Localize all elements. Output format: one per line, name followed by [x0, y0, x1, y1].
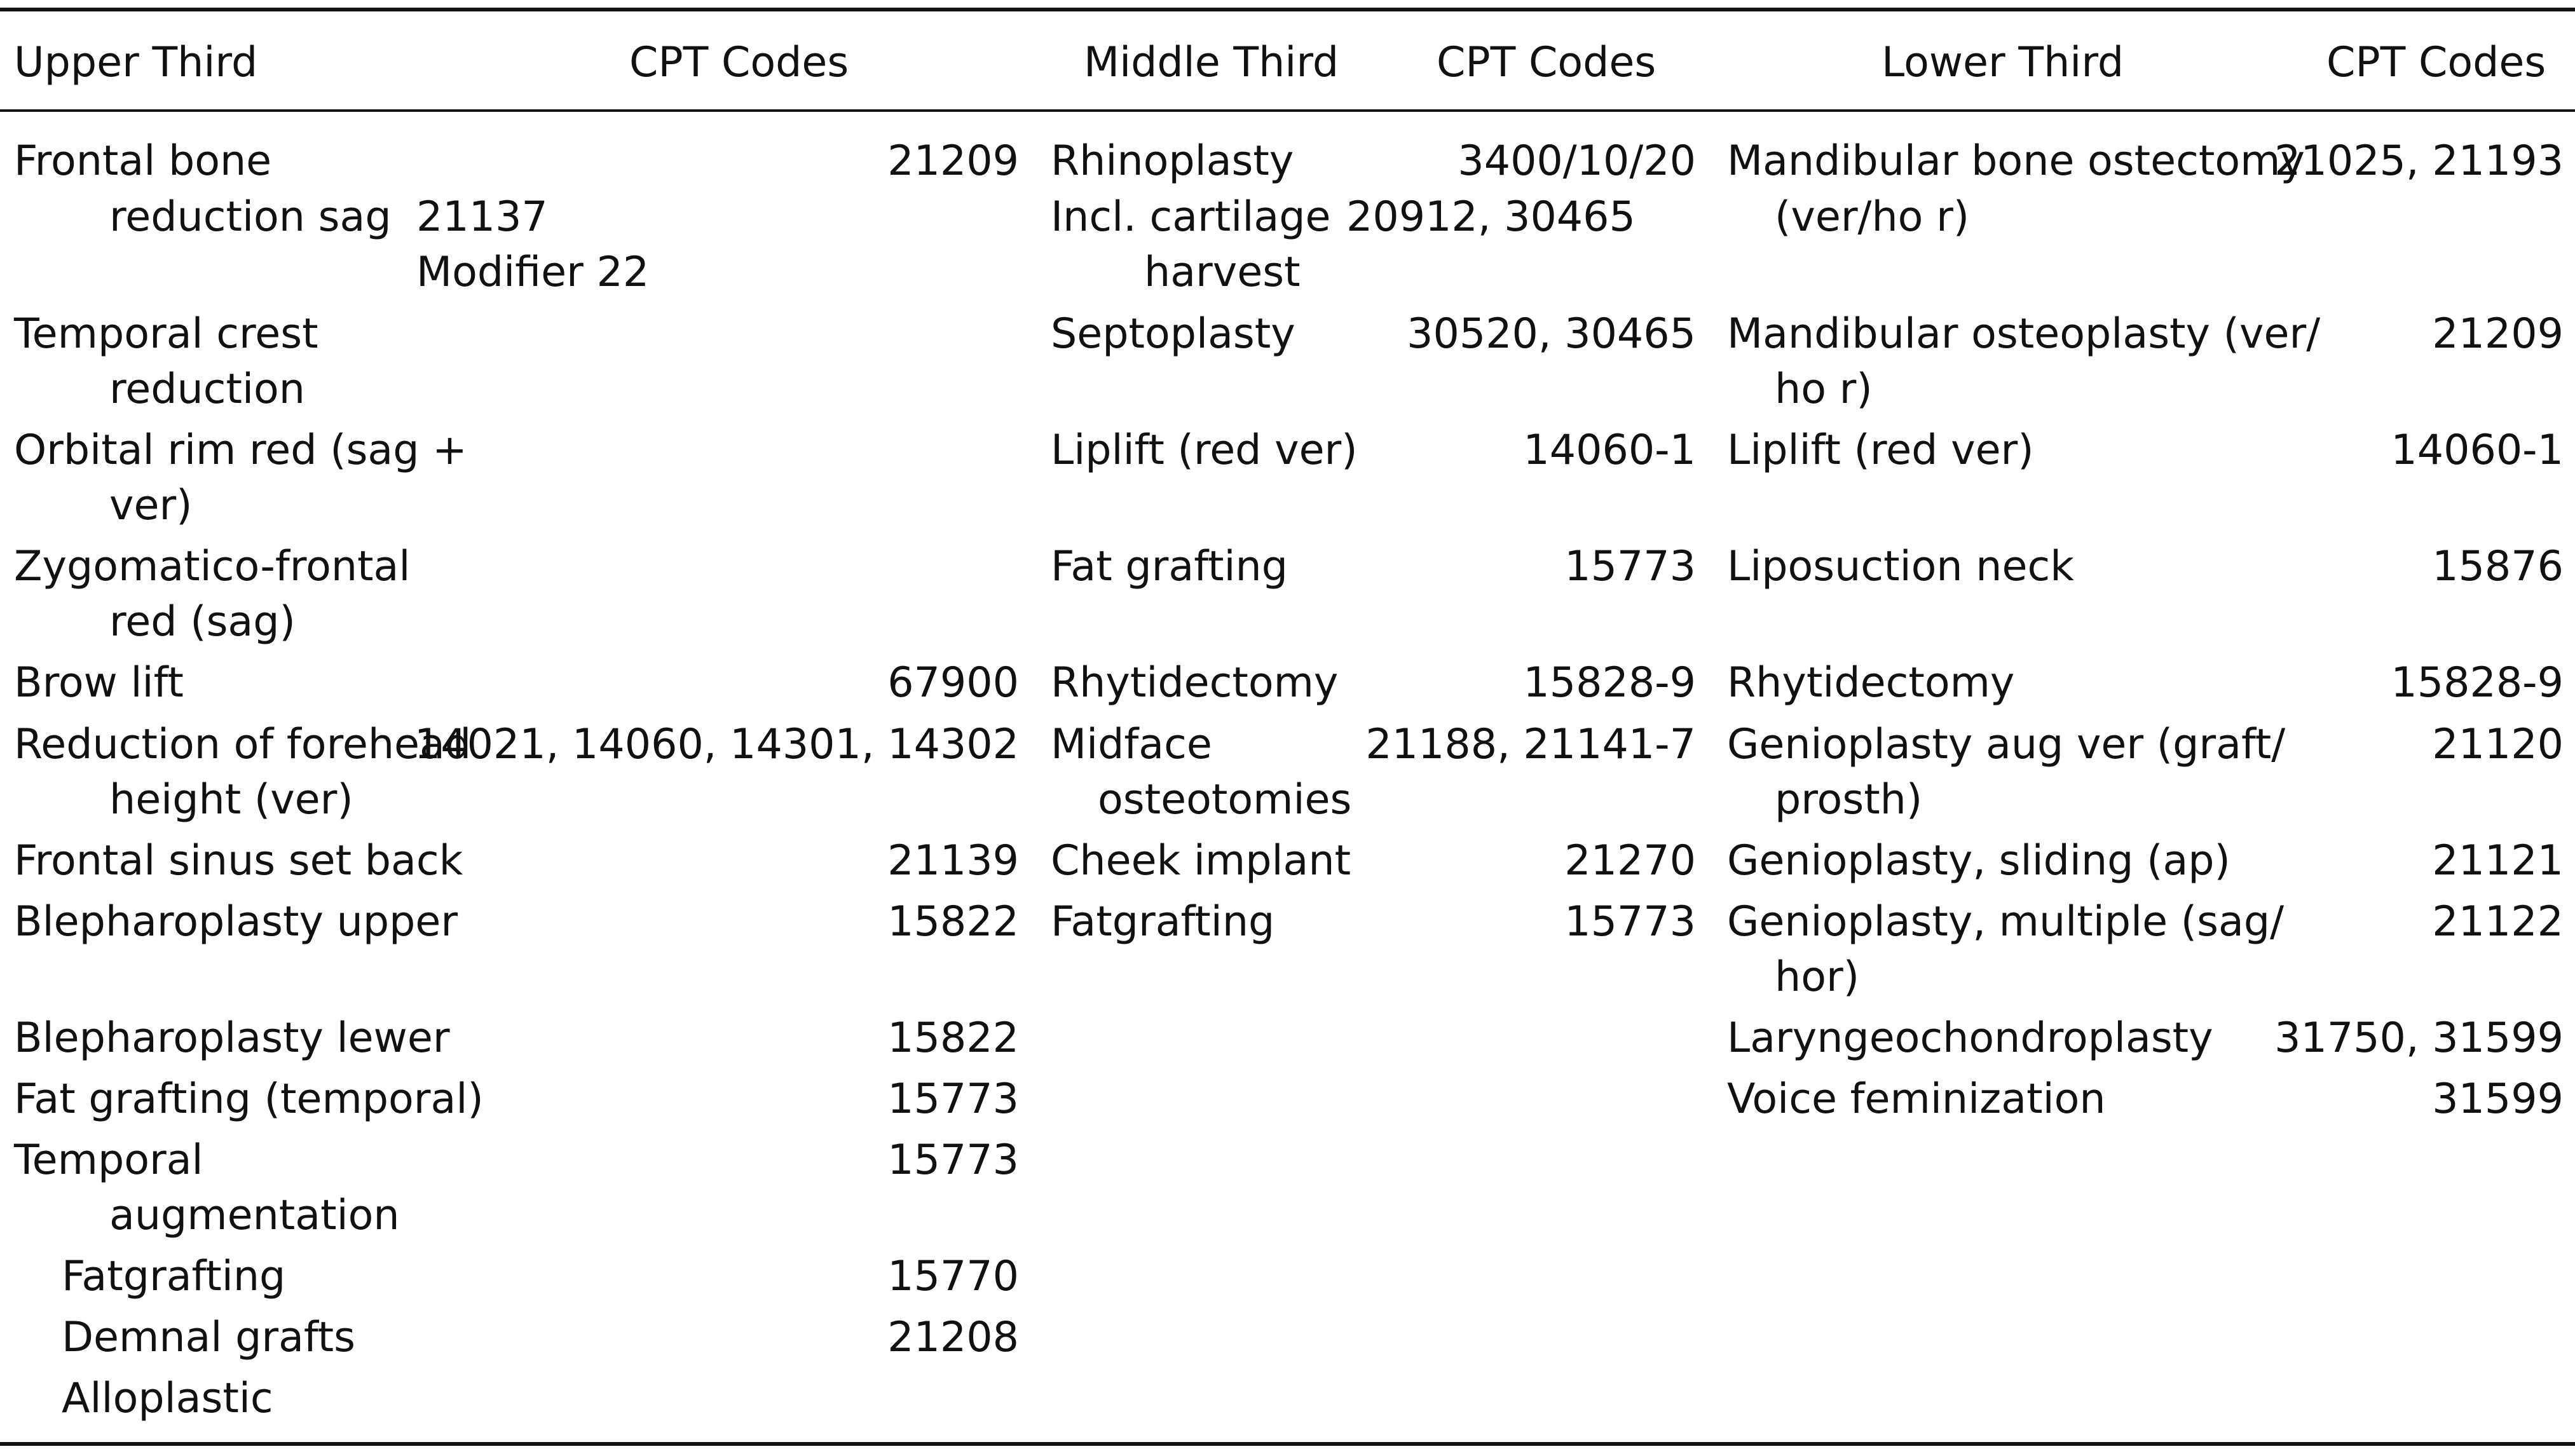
middle-code-rhinoplasty: 3400/10/20	[1458, 137, 1696, 185]
lower-proc-mandibular-ostectomy-line2: (ver/ho r)	[1775, 193, 1970, 241]
middle-code-fatgrafting: 15773	[1564, 898, 1696, 946]
lower-code-voice-feminization: 31599	[2432, 1075, 2564, 1123]
upper-code-temporal-augmentation: 15773	[887, 1136, 1019, 1184]
middle-code-midface: 21188, 21141-7	[1365, 721, 1696, 768]
middle-code-rhytidectomy: 15828-9	[1523, 659, 1696, 707]
upper-code-brow-lift: 67900	[887, 659, 1019, 707]
upper-proc-zygomatico-frontal: Zygomatico-frontal	[14, 543, 411, 590]
upper-proc-frontal-bone: Frontal bone	[14, 137, 272, 185]
upper-proc-frontal-sinus: Frontal sinus set back	[14, 837, 463, 885]
upper-proc-demnal-grafts: Demnal grafts	[62, 1314, 356, 1361]
upper-proc-reduction-forehead: Reduction of forehead	[14, 721, 472, 768]
middle-proc-midface: Midface	[1051, 721, 1212, 768]
middle-code-septoplasty: 30520, 30465	[1407, 310, 1696, 358]
middle-proc-cartilage-harvest: Incl. cartilage	[1051, 193, 1331, 241]
upper-code-reduction-sag: 21137	[416, 193, 548, 241]
upper-proc-brow-lift: Brow lift	[14, 659, 184, 707]
table-bottom-rule	[0, 1442, 2575, 1446]
upper-proc-temporal-augmentation-line2: augmentation	[109, 1192, 400, 1239]
lower-proc-genioplasty-multiple: Genioplasty, multiple (sag/	[1727, 898, 2284, 946]
upper-proc-reduction-forehead-line2: height (ver)	[109, 776, 353, 824]
middle-code-cartilage-harvest: 20912, 30465	[1346, 193, 1636, 241]
lower-proc-rhytidectomy: Rhytidectomy	[1727, 659, 2015, 707]
lower-proc-laryngeochondroplasty: Laryngeochondroplasty	[1727, 1014, 2213, 1062]
upper-code-reduction-forehead: 14021, 14060, 14301, 14302	[414, 721, 1019, 768]
lower-code-mandibular-ostectomy: 21025, 21193	[2274, 137, 2564, 185]
lower-proc-voice-feminization: Voice feminization	[1727, 1075, 2106, 1123]
lower-code-genioplasty-multiple: 21122	[2432, 898, 2564, 946]
header-lower-cpt-codes: CPT Codes	[2326, 39, 2546, 86]
middle-code-fat-grafting: 15773	[1564, 543, 1696, 590]
upper-code-reduction-sag-modifier: Modifier 22	[416, 248, 650, 296]
middle-proc-midface-line2: osteotomies	[1098, 776, 1352, 824]
upper-proc-alloplastic: Alloplastic	[62, 1375, 273, 1422]
lower-code-liplift: 14060-1	[2391, 426, 2564, 474]
middle-proc-liplift: Liplift (red ver)	[1051, 426, 1358, 474]
lower-proc-genioplasty-multiple-line2: hor)	[1775, 953, 1860, 1001]
upper-code-fat-grafting-temporal: 15773	[887, 1075, 1019, 1123]
middle-proc-fat-grafting: Fat grafting	[1051, 543, 1288, 590]
lower-proc-mandibular-ostectomy: Mandibular bone ostectomy	[1727, 137, 2305, 185]
upper-proc-blepharoplasty-lewer: Blepharoplasty lewer	[14, 1014, 450, 1062]
upper-proc-temporal-crest: Temporal crest	[14, 310, 318, 358]
upper-proc-temporal-crest-line2: reduction	[109, 365, 305, 413]
header-upper-third: Upper Third	[14, 39, 258, 86]
lower-proc-liplift: Liplift (red ver)	[1727, 426, 2034, 474]
upper-proc-temporal-augmentation: Temporal	[14, 1136, 203, 1184]
header-upper-cpt-codes: CPT Codes	[629, 39, 849, 86]
upper-code-demnal-grafts: 21208	[887, 1314, 1019, 1361]
lower-code-rhytidectomy: 15828-9	[2391, 659, 2564, 707]
middle-code-liplift: 14060-1	[1523, 426, 1696, 474]
upper-code-blepharoplasty-lewer: 15822	[887, 1014, 1019, 1062]
table-top-rule	[0, 8, 2575, 11]
upper-proc-zygomatico-frontal-line2: red (sag)	[109, 598, 296, 646]
lower-proc-genioplasty-sliding: Genioplasty, sliding (ap)	[1727, 837, 2230, 885]
upper-code-frontal-sinus: 21139	[887, 837, 1019, 885]
upper-proc-fatgrafting: Fatgrafting	[62, 1253, 286, 1300]
middle-proc-cheek-implant: Cheek implant	[1051, 837, 1351, 885]
lower-code-genioplasty-sliding: 21121	[2432, 837, 2564, 885]
upper-proc-orbital-rim-line2: ver)	[109, 482, 193, 529]
lower-code-laryngeochondroplasty: 31750, 31599	[2274, 1014, 2564, 1062]
middle-proc-fatgrafting: Fatgrafting	[1051, 898, 1275, 946]
lower-proc-genioplasty-aug: Genioplasty aug ver (graft/	[1727, 721, 2286, 768]
upper-proc-fat-grafting-temporal: Fat grafting (temporal)	[14, 1075, 484, 1123]
lower-code-genioplasty-aug: 21120	[2432, 721, 2564, 768]
lower-proc-genioplasty-aug-line2: prosth)	[1775, 776, 1923, 824]
lower-proc-mandibular-osteoplasty: Mandibular osteoplasty (ver/	[1727, 310, 2321, 358]
header-middle-third: Middle Third	[1084, 39, 1339, 86]
upper-proc-orbital-rim: Orbital rim red (sag +	[14, 426, 467, 474]
upper-code-fatgrafting: 15770	[887, 1253, 1019, 1300]
lower-code-mandibular-osteoplasty: 21209	[2432, 310, 2564, 358]
middle-proc-rhytidectomy: Rhytidectomy	[1051, 659, 1339, 707]
middle-proc-septoplasty: Septoplasty	[1051, 310, 1295, 358]
upper-code-blepharoplasty-upper: 15822	[887, 898, 1019, 946]
middle-code-cheek-implant: 21270	[1564, 837, 1696, 885]
header-middle-cpt-codes: CPT Codes	[1437, 39, 1656, 86]
header-lower-third: Lower Third	[1882, 39, 2124, 86]
upper-proc-blepharoplasty-upper: Blepharoplasty upper	[14, 898, 458, 946]
lower-code-liposuction-neck: 15876	[2432, 543, 2564, 590]
middle-proc-cartilage-harvest-line2: harvest	[1144, 248, 1301, 296]
table-header-rule	[0, 109, 2575, 112]
upper-code-frontal-bone: 21209	[887, 137, 1019, 185]
upper-proc-reduction-sag: reduction sag	[109, 193, 392, 241]
lower-proc-mandibular-osteoplasty-line2: ho r)	[1775, 365, 1873, 413]
lower-proc-liposuction-neck: Liposuction neck	[1727, 543, 2074, 590]
middle-proc-rhinoplasty: Rhinoplasty	[1051, 137, 1294, 185]
